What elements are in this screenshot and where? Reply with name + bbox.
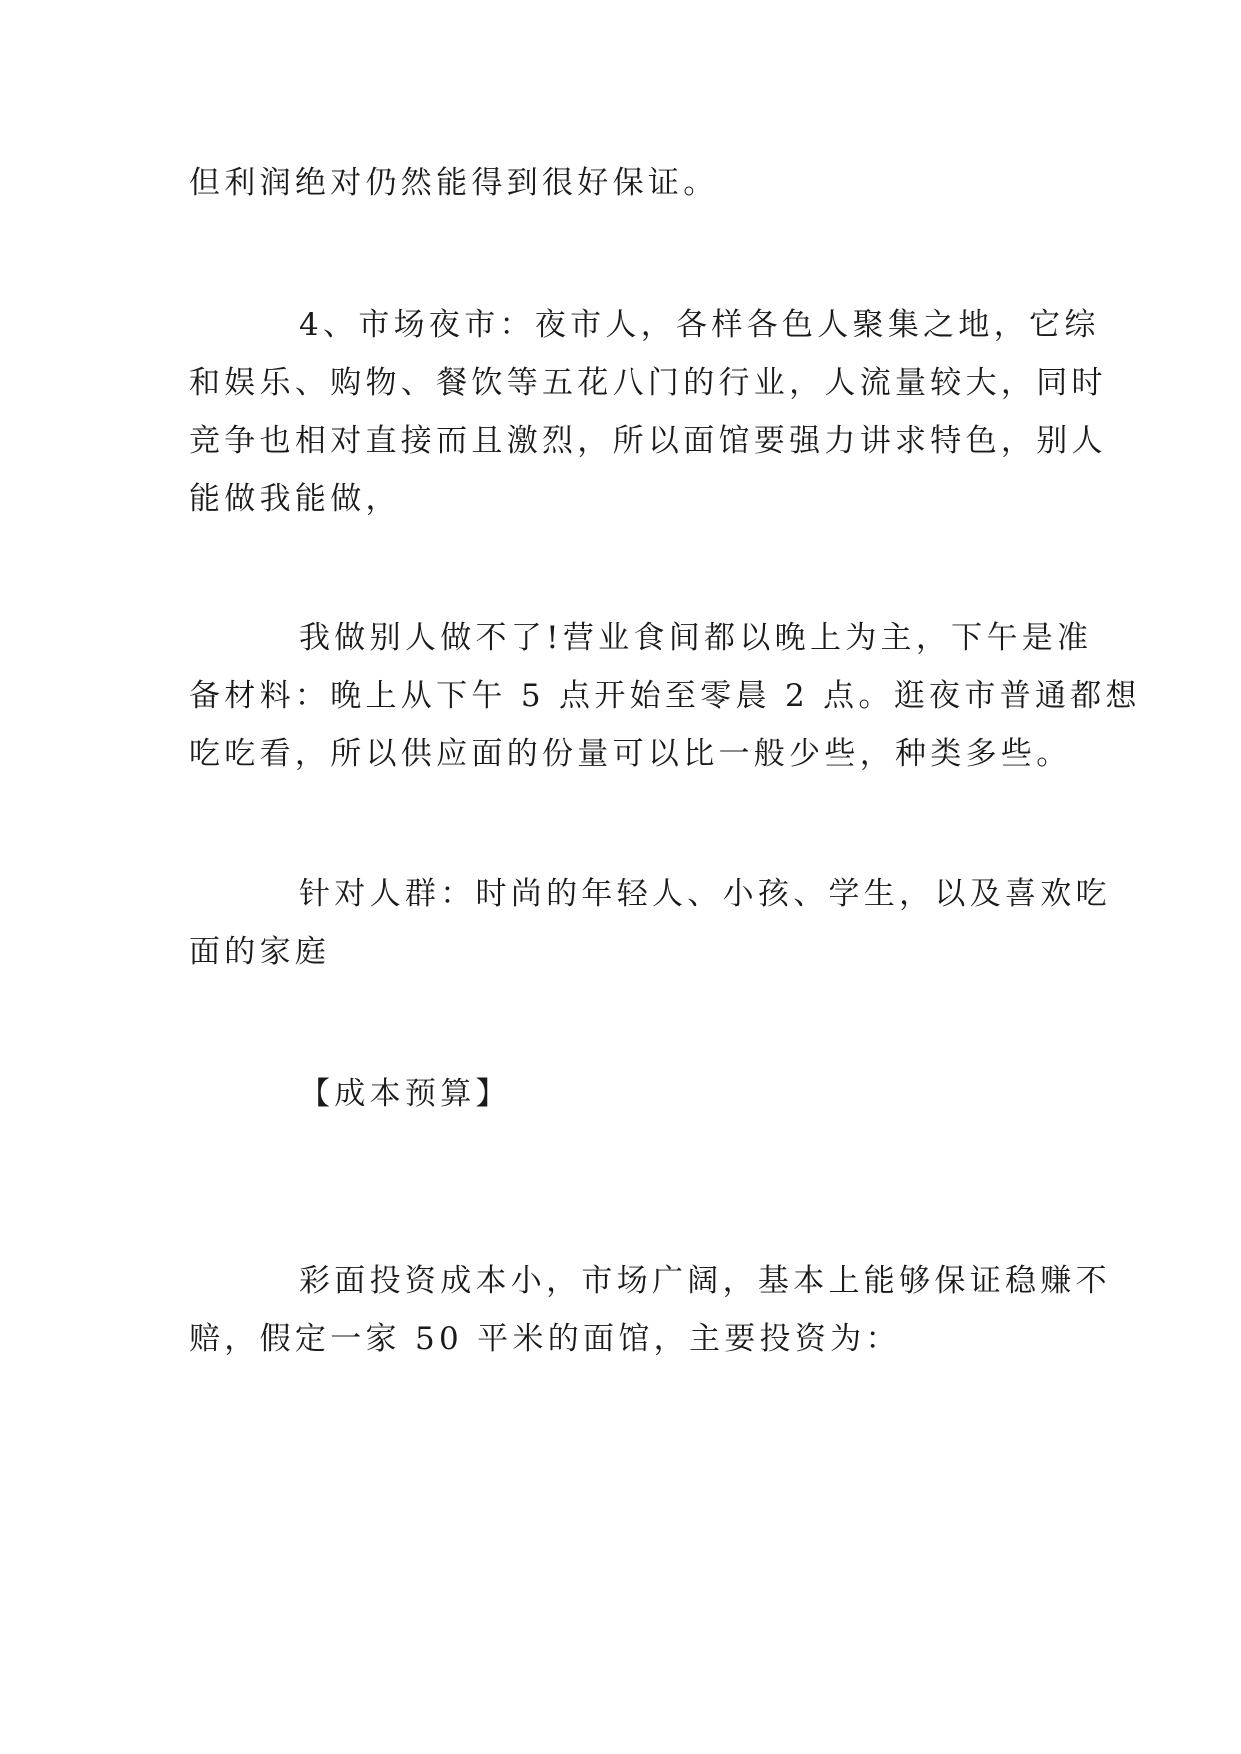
text-line: 面的家庭 [189, 934, 331, 970]
text-line: 针对人群：时尚的年轻人、小孩、学生，以及喜欢吃 [299, 876, 1111, 912]
paragraph-target-audience [189, 865, 1111, 981]
text-line: 但利润绝对仍然能得到很好保证。 [189, 165, 719, 201]
text-line: 能做我能做， [189, 481, 401, 517]
paragraph-profit-guarantee [189, 154, 1051, 212]
text-line: 赔，假定一家 50 平米的面馆，主要投资为： [189, 1321, 901, 1357]
text-line: 竞争也相对直接而且激烈，所以面馆要强力讲求特色，别人 [189, 423, 1107, 459]
paragraph-business-hours [189, 609, 1141, 783]
paragraph-investment [189, 1252, 1111, 1368]
section-heading-cost-budget [189, 1065, 1051, 1123]
text-line: 备材料：晚上从下午 5 点开始至零晨 2 点。逛夜市普通都想 [189, 678, 1141, 714]
text-line: 彩面投资成本小，市场广阔，基本上能够保证稳赚不 [299, 1263, 1111, 1299]
text-line: 吃吃看，所以供应面的份量可以比一般少些，种类多些。 [189, 736, 1072, 772]
text-line: 和娱乐、购物、餐饮等五花八门的行业，人流量较大，同时 [189, 365, 1107, 401]
paragraph-night-market [189, 296, 1107, 528]
text-line: 4、市场夜市：夜市人，各样各色人聚集之地，它综 [299, 307, 1100, 343]
text-line: 我做别人做不了!营业食间都以晚上为主，下午是准 [299, 620, 1093, 656]
text-line: 【成本预算】 [299, 1076, 511, 1112]
